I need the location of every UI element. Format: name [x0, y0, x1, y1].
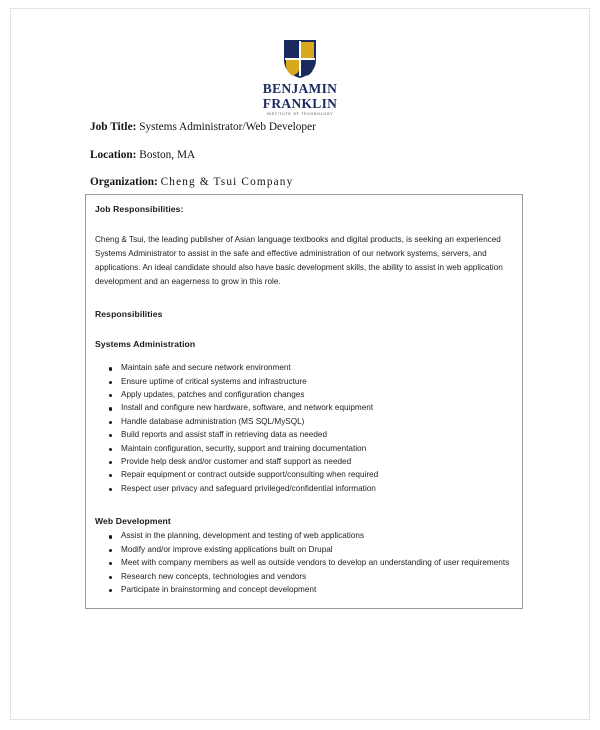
job-title-row — [90, 121, 530, 133]
shield-icon — [283, 39, 317, 79]
job-intro-paragraph: Cheng & Tsui, the leading publisher of Asian language textbooks and digital products, is seeking an experienced Systems Administrator to assist in the safe and effective administration of our network systems, servers, and applications. An ideal candidate should also have basic development skills, the ability to assist in web application development and an eagerness to grow in this role. — [95, 235, 503, 287]
web-development-list — [95, 530, 512, 596]
list-item: Maintain configuration, security, support and training documentation — [95, 443, 512, 456]
location-value: Boston, MA — [139, 148, 196, 161]
list-item: Respect user privacy and safeguard privileged/confidential information — [95, 483, 512, 496]
logo-text-line2: FRANKLIN — [262, 95, 338, 111]
list-item: Research new concepts, technologies and vendors — [95, 571, 512, 584]
list-item: Participate in brainstorming and concept development — [95, 584, 512, 597]
location-label: Location: — [90, 148, 137, 161]
list-item: Ensure uptime of critical systems and infrastructure — [95, 376, 512, 389]
list-item: Modify and/or improve existing applications built on Drupal — [95, 544, 512, 557]
location-row — [90, 149, 530, 161]
logo-text-line1: BENJAMIN — [262, 81, 338, 96]
list-item: Install and configure new hardware, software, and network equipment — [95, 402, 512, 415]
job-responsibilities-box — [85, 194, 523, 609]
list-item: Build reports and assist staff in retrieving data as needed — [95, 429, 512, 442]
organization-value: Cheng & Tsui Company — [160, 176, 294, 188]
systems-administration-list — [95, 362, 512, 495]
web-development-heading: Web Development — [95, 516, 171, 527]
job-title-value: Systems Administrator/Web Developer — [139, 121, 316, 133]
organization-row — [90, 176, 530, 188]
job-title-label: Job Title: — [90, 121, 137, 133]
list-item: Provide help desk and/or customer and staff support as needed — [95, 456, 512, 469]
logo-subtitle: INSTITUTE OF TECHNOLOGY — [266, 112, 334, 116]
list-item: Repair equipment or contract outside support/consulting when required — [95, 469, 512, 482]
list-item: Assist in the planning, development and testing of web applications — [95, 530, 512, 543]
systems-administration-heading: Systems Administration — [95, 339, 196, 350]
document-page — [10, 8, 590, 720]
list-item: Handle database administration (MS SQL/MySQL) — [95, 416, 512, 429]
list-item: Maintain safe and secure network environment — [95, 362, 512, 375]
list-item: Apply updates, patches and configuration changes — [95, 389, 512, 402]
job-header-fields — [90, 121, 530, 204]
organization-label: Organization: — [90, 176, 158, 188]
list-item: Meet with company members as well as outside vendors to develop an understanding of user requirements — [95, 557, 531, 570]
job-responsibilities-heading: Job Responsibilities: — [95, 204, 184, 214]
responsibilities-heading: Responsibilities — [95, 309, 163, 320]
institution-logo — [11, 39, 589, 116]
